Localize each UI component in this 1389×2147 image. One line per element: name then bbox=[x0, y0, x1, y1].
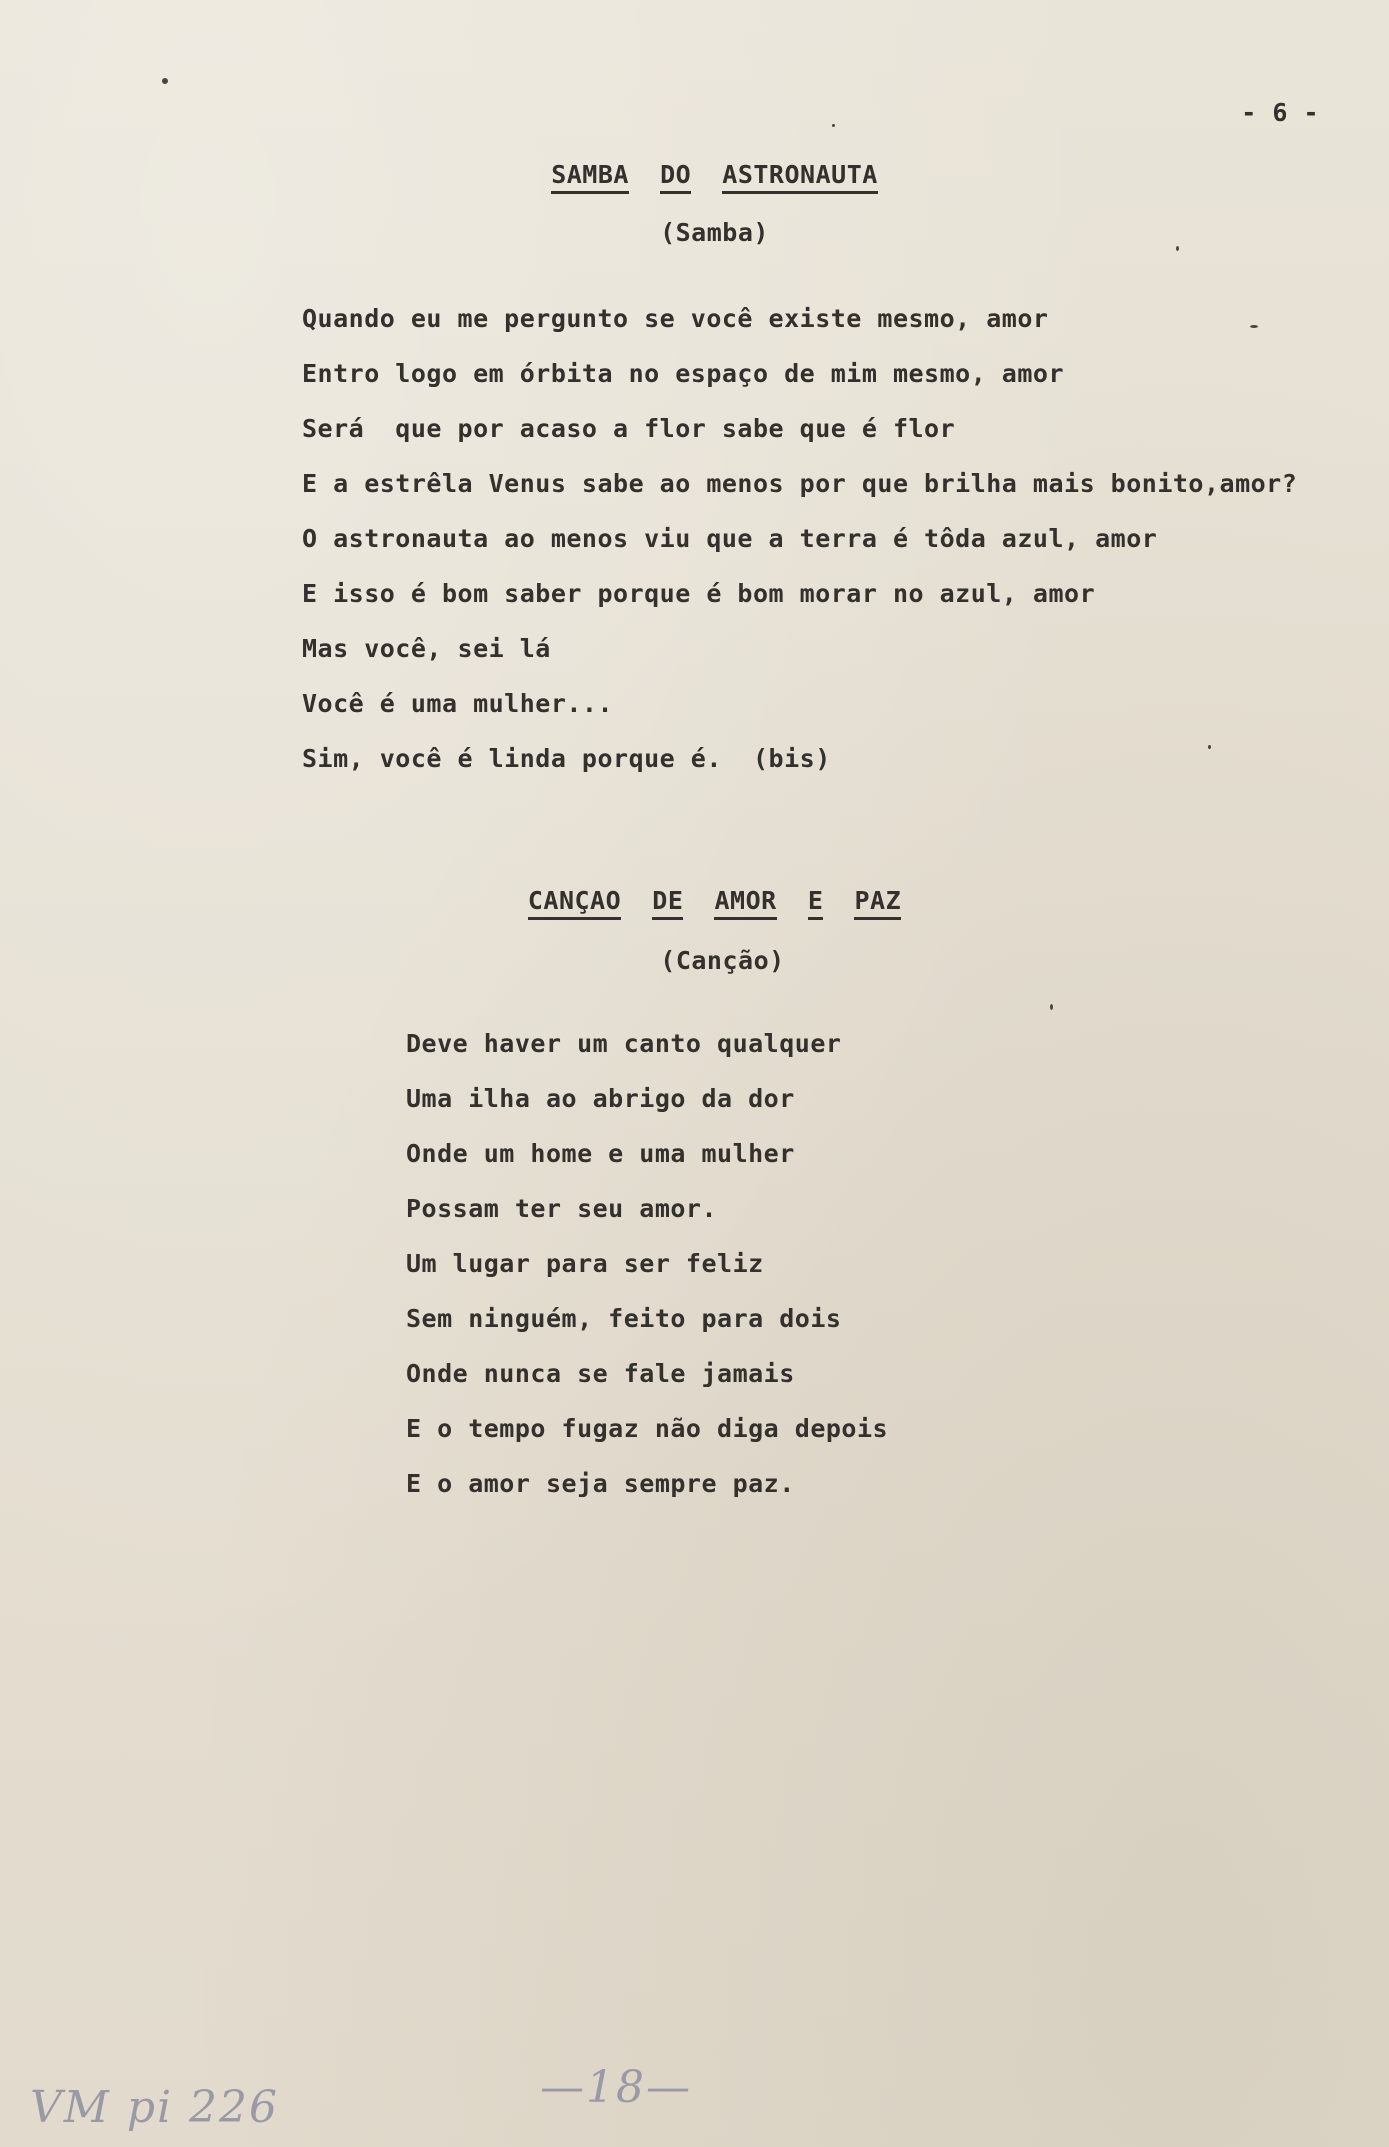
paper-speck bbox=[1250, 325, 1258, 328]
song-title-word: CANÇAO bbox=[528, 886, 621, 920]
song-title-word: ASTRONAUTA bbox=[722, 160, 878, 194]
lyric-line: Onde nunca se fale jamais bbox=[406, 1359, 795, 1388]
page-number: - 6 - bbox=[1241, 98, 1319, 127]
song-title-word: SAMBA bbox=[551, 160, 629, 194]
song-title bbox=[0, 160, 1389, 189]
song-genre: (Canção) bbox=[660, 946, 785, 975]
lyric-line: O astronauta ao menos viu que a terra é tôda azul, amor bbox=[302, 524, 1158, 553]
paper-speck bbox=[1050, 1004, 1053, 1010]
lyric-line: Um lugar para ser feliz bbox=[406, 1249, 764, 1278]
song-title-word: PAZ bbox=[854, 886, 901, 920]
lyric-line: Sim, você é linda porque é. (bis) bbox=[302, 744, 831, 773]
lyrics-block bbox=[302, 291, 1297, 786]
lyric-line: Você é uma mulher... bbox=[302, 689, 614, 718]
song-title-word: E bbox=[808, 886, 824, 920]
lyric-line: E o amor seja sempre paz. bbox=[406, 1469, 795, 1498]
song-title-word: AMOR bbox=[714, 886, 776, 920]
lyric-line: E isso é bom saber porque é bom morar no azul, amor bbox=[302, 579, 1096, 608]
song-genre: (Samba) bbox=[660, 218, 769, 247]
lyric-line: E a estrêla Venus sabe ao menos por que brilha mais bonito,amor? bbox=[302, 469, 1298, 498]
lyric-line: Deve haver um canto qualquer bbox=[406, 1029, 842, 1058]
lyric-line: Quando eu me pergunto se você existe mesmo, amor bbox=[302, 304, 1049, 333]
paper-speck bbox=[1208, 745, 1211, 749]
song-title-word: DE bbox=[652, 886, 683, 920]
lyric-line: Sem ninguém, feito para dois bbox=[406, 1304, 842, 1333]
song-title bbox=[0, 886, 1389, 915]
lyric-line: Onde um home e uma mulher bbox=[406, 1139, 795, 1168]
paper-speck bbox=[832, 124, 835, 127]
lyric-line: Entro logo em órbita no espaço de mim mesmo, amor bbox=[302, 359, 1065, 388]
lyric-line: Uma ilha ao abrigo da dor bbox=[406, 1084, 795, 1113]
sheet-number-mark: —18— bbox=[540, 2062, 692, 2113]
paper-speck bbox=[1176, 246, 1179, 251]
lyric-line: Possam ter seu amor. bbox=[406, 1194, 718, 1223]
lyric-line: Mas você, sei lá bbox=[302, 634, 551, 663]
lyric-line: Será que por acaso a flor sabe que é flor bbox=[302, 414, 956, 443]
lyric-line: E o tempo fugaz não diga depois bbox=[406, 1414, 889, 1443]
lyrics-block bbox=[406, 1016, 888, 1511]
archive-reference-mark: VM pi 226 bbox=[30, 2082, 280, 2133]
paper-speck bbox=[162, 78, 168, 84]
song-title-word: DO bbox=[660, 160, 691, 194]
